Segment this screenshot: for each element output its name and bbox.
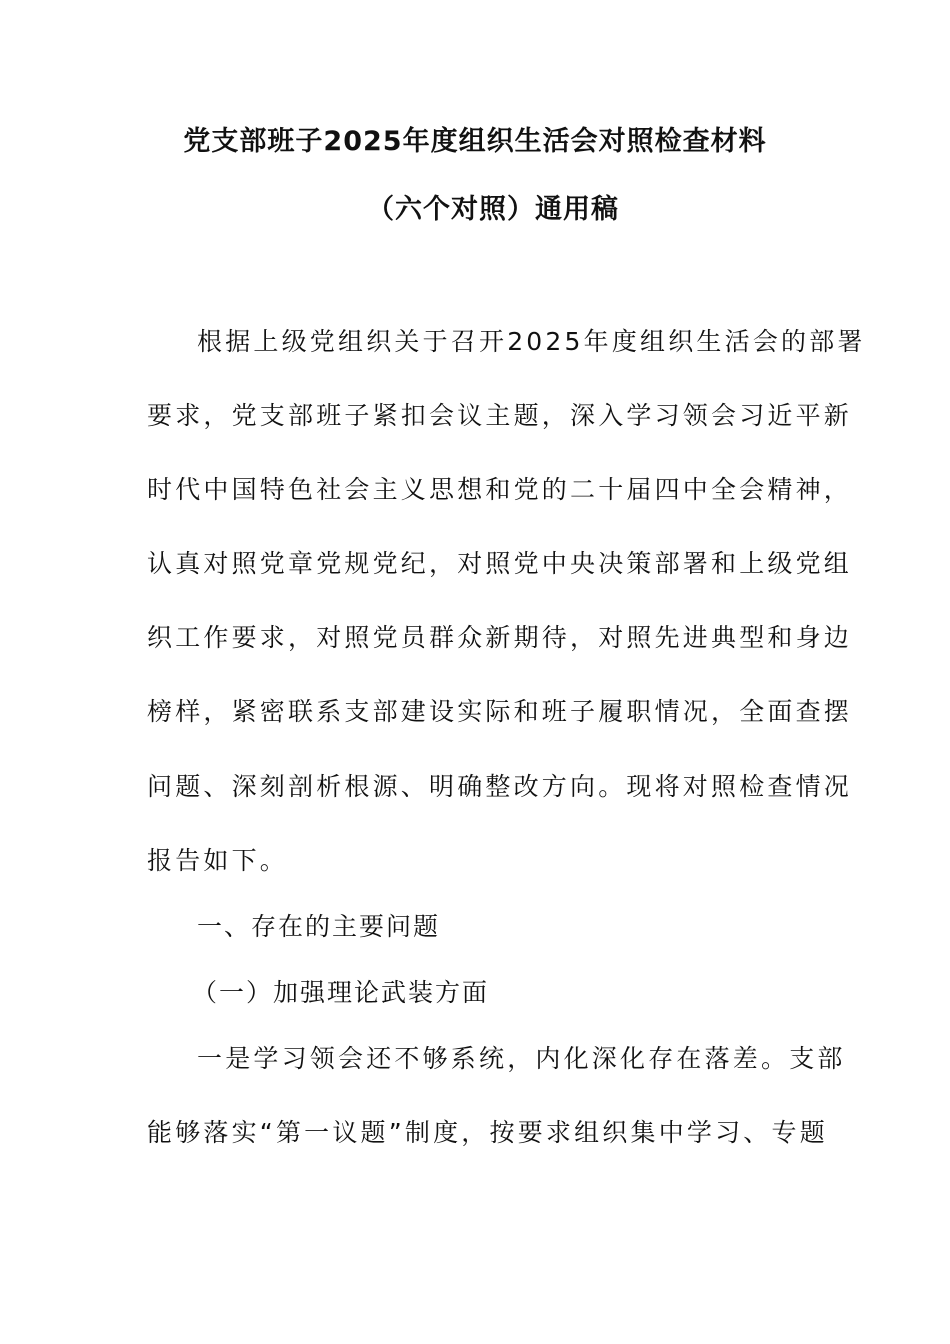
intro-paragraph-line-6: 榜样，紧密联系支部建设实际和班子履职情况，全面查摆: [147, 697, 853, 726]
intro-paragraph-line-8: 报告如下。: [147, 846, 289, 875]
intro-paragraph-line-2: 要求，党支部班子紧扣会议主题，深入学习领会习近平新: [147, 401, 853, 430]
point-paragraph-line-2: 能够落实“第一议题”制度，按要求组织集中学习、专题: [147, 1118, 828, 1147]
intro-paragraph-line-3: 时代中国特色社会主义思想和党的二十届四中全会精神，: [147, 475, 853, 504]
section-heading: 一、存在的主要问题: [197, 912, 441, 941]
point-paragraph-line-1: 一是学习领会还不够系统，内化深化存在落差。支部: [197, 1044, 846, 1073]
intro-paragraph-line-7: 问题、深刻剖析根源、明确整改方向。现将对照检查情况: [147, 772, 853, 801]
document-title-line-1: 党支部班子2025年度组织生活会对照检查材料: [183, 126, 767, 157]
intro-paragraph-line-4: 认真对照党章党规党纪，对照党中央决策部署和上级党组: [147, 549, 853, 578]
intro-paragraph-line-1: 根据上级党组织关于召开2025年度组织生活会的部署: [197, 327, 866, 356]
intro-paragraph-line-5: 织工作要求，对照党员群众新期待，对照先进典型和身边: [147, 623, 853, 652]
subsection-heading: （一）加强理论武装方面: [192, 978, 490, 1007]
document-title-line-2: （六个对照）通用稿: [367, 194, 619, 225]
